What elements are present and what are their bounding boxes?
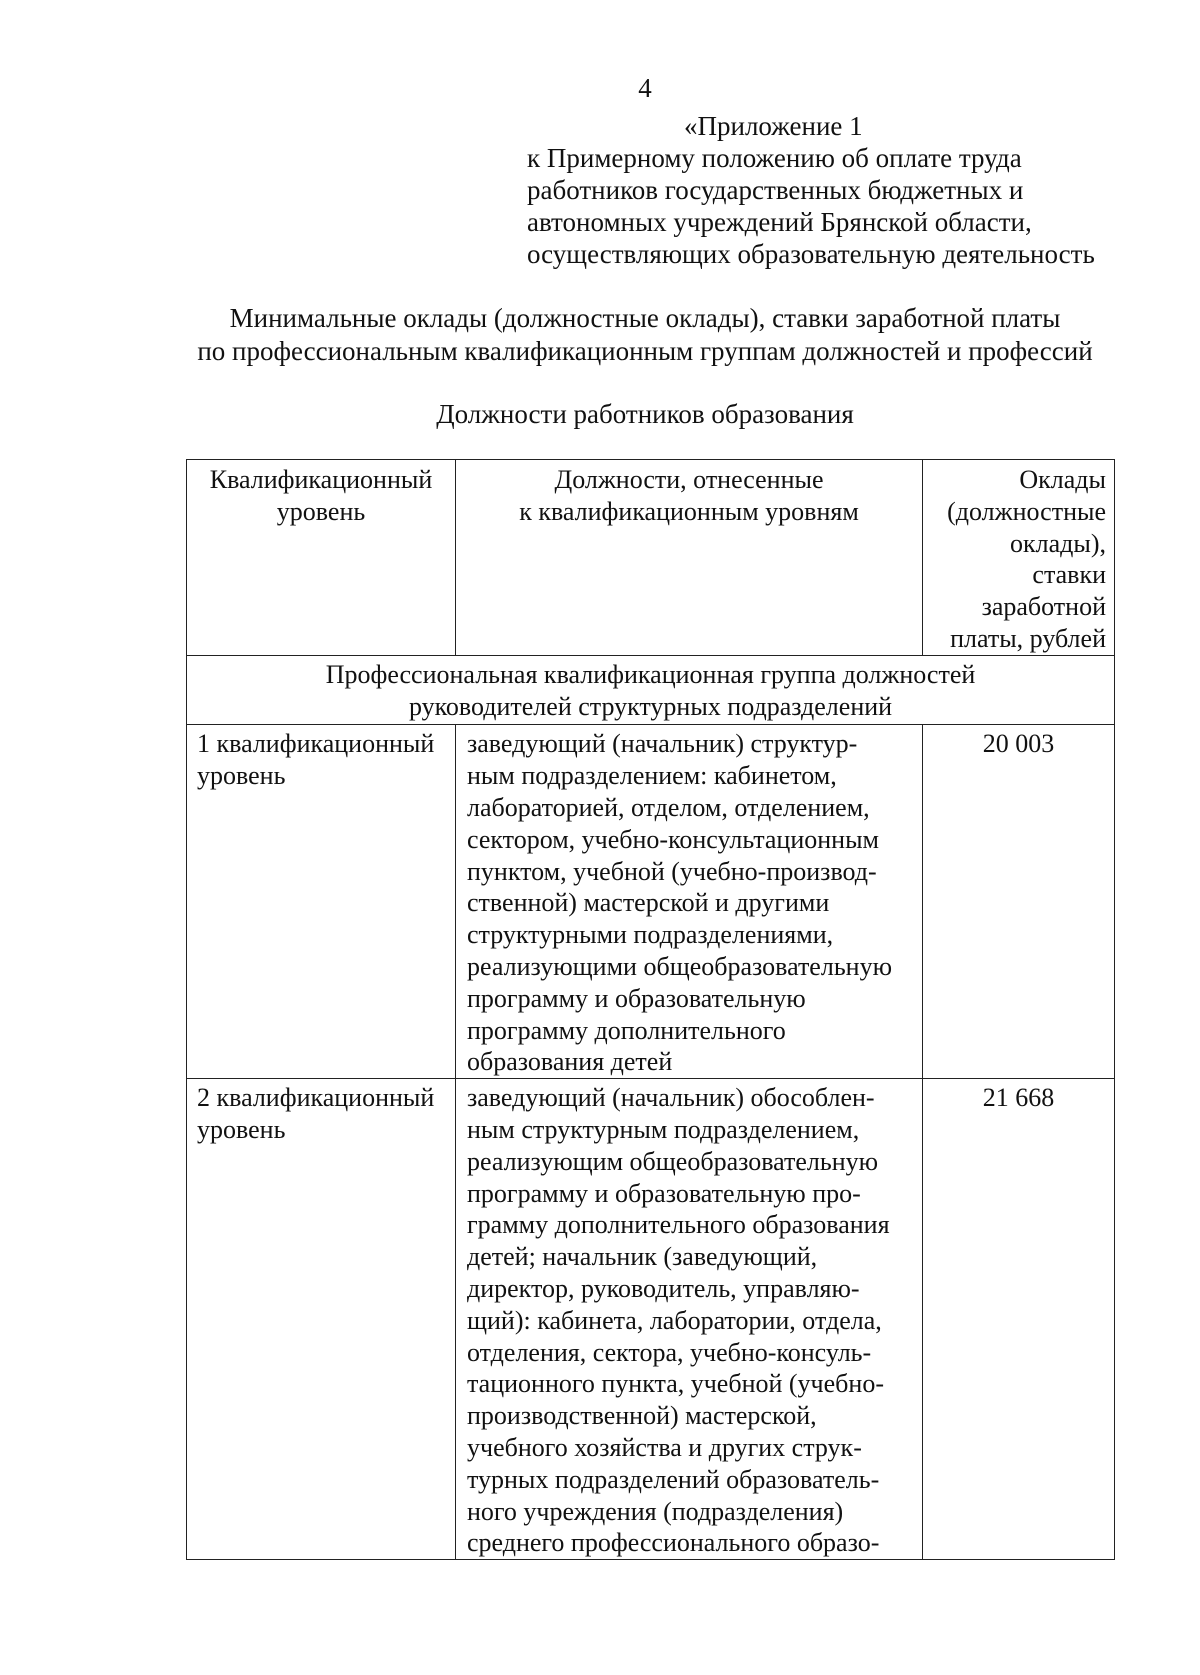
positions-line: детей; начальник (заведующий, <box>467 1242 818 1272</box>
title-line: Минимальные оклады (должностные оклады), ставки заработной платы <box>229 303 1061 333</box>
positions-line: тационного пункта, учебной (учебно- <box>467 1369 884 1399</box>
positions-line: заведующий (начальник) структур- <box>467 729 858 759</box>
group-row <box>187 655 1115 725</box>
positions-line: реализующим общеобразовательную <box>467 1146 879 1176</box>
positions-line: ственной) мастерской и другими <box>467 888 830 918</box>
group-title-line: руководителей структурных подразделений <box>408 691 893 721</box>
header-positions-line: Должности, отнесенные <box>554 465 824 494</box>
header-salary-line: ставки <box>1032 560 1106 590</box>
level-line: 2 квалификационный <box>197 1083 435 1113</box>
salary-cell: 21 668 <box>923 1079 1115 1560</box>
document-title <box>150 302 1140 368</box>
appendix-line: к Примерному положению об оплате труда <box>527 143 1022 173</box>
positions-line: сектором, учебно-консультационным <box>467 824 880 854</box>
positions-line: грамму дополнительного образования <box>467 1210 890 1240</box>
positions-line: реализующими общеобразовательную <box>467 951 893 981</box>
level-line: уровень <box>197 761 286 791</box>
positions-line: среднего профессионального образо- <box>467 1528 880 1558</box>
appendix-line: автономных учреждений Брянской области, <box>527 207 1032 237</box>
positions-line: лабораторией, отделом, отделением, <box>467 792 870 822</box>
positions-line: производственной) мастерской, <box>467 1401 817 1431</box>
positions-cell <box>456 725 923 1079</box>
appendix-line: «Приложение 1 <box>684 111 863 141</box>
group-title-cell <box>187 655 1115 725</box>
table-header-row <box>187 460 1115 656</box>
positions-line: программу и образовательную про- <box>467 1178 861 1208</box>
table-row <box>187 725 1115 1079</box>
section-title: Должности работников образования <box>436 399 854 429</box>
header-salary-line: платы, рублей <box>950 623 1106 653</box>
title-line: по профессиональным квалификационным группам должностей и профессий <box>197 336 1093 366</box>
positions-line: пунктом, учебной (учебно-производ- <box>467 856 877 886</box>
level-line: уровень <box>197 1114 286 1144</box>
header-positions-line: к квалификационным уровням <box>519 496 859 526</box>
header-salary-line: Оклады <box>1019 465 1106 494</box>
positions-line: учебного хозяйства и других струк- <box>467 1432 862 1462</box>
positions-line: образования детей <box>467 1047 673 1077</box>
positions-line: ным подразделением: кабинетом, <box>467 761 837 791</box>
positions-line: ным структурным подразделением, <box>467 1114 860 1144</box>
header-level-line: Квалификационный <box>209 465 433 494</box>
group-title-line: Профессиональная квалификационная группа должностей <box>325 659 976 689</box>
header-salary-cell <box>923 460 1115 656</box>
level-cell <box>187 1079 456 1560</box>
positions-line: ного учреждения (подразделения) <box>467 1496 844 1526</box>
header-salary-line: оклады), <box>1009 528 1106 558</box>
header-salary-line: заработной <box>981 592 1106 622</box>
positions-line: турных подразделений образователь- <box>467 1464 880 1494</box>
positions-line: отделения, сектора, учебно-консуль- <box>467 1337 872 1367</box>
positions-cell <box>456 1079 923 1560</box>
appendix-line: осуществляющих образовательную деятельность <box>527 239 1095 269</box>
salary-cell: 20 003 <box>923 725 1115 1079</box>
positions-line: заведующий (начальник) обособлен- <box>467 1083 875 1113</box>
header-level-cell <box>187 460 456 656</box>
salary-table <box>186 459 1115 1560</box>
positions-line: директор, руководитель, управляю- <box>467 1273 860 1303</box>
header-level-line: уровень <box>276 496 366 526</box>
positions-line: щий): кабинета, лаборатории, отдела, <box>467 1305 882 1335</box>
table-row <box>187 1079 1115 1560</box>
appendix-line: работников государственных бюджетных и <box>527 175 1024 205</box>
positions-line: программу и образовательную <box>467 983 806 1013</box>
appendix-header <box>527 110 1127 270</box>
positions-line: программу дополнительного <box>467 1015 786 1045</box>
header-salary-line: (должностные <box>947 496 1106 526</box>
header-positions-cell <box>456 460 923 656</box>
positions-line: структурными подразделениями, <box>467 920 834 950</box>
level-line: 1 квалификационный <box>197 729 435 759</box>
page-number: 4 <box>638 73 652 103</box>
level-cell <box>187 725 456 1079</box>
